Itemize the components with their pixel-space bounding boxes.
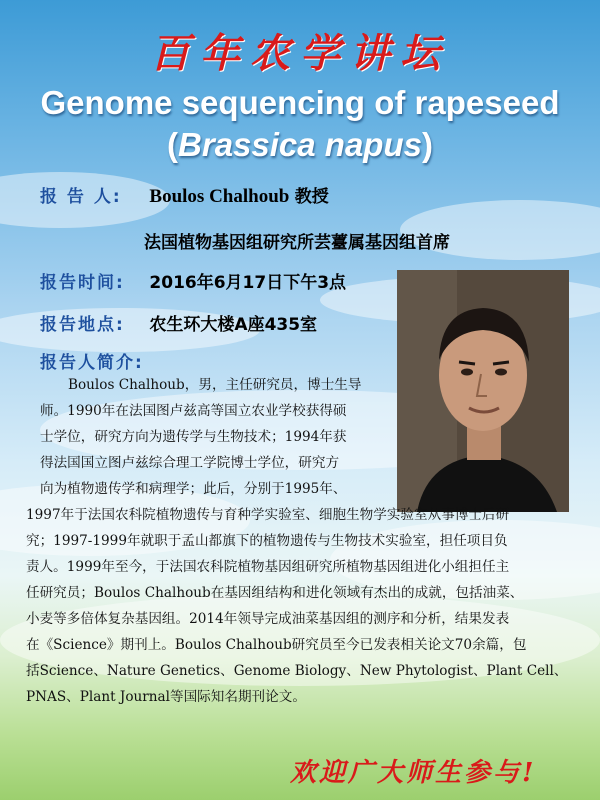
bio-line: PNAS、Plant Journal等国际知名期刊论文。: [26, 689, 306, 705]
bio-line: 责人。1999年至今，于法国农科院植物基因组研究所植物基因组进化小组担任主: [26, 559, 510, 575]
venue-label: 报告地点:: [40, 315, 125, 335]
bio-heading-row: [40, 348, 144, 373]
series-title: 百年农学讲坛: [150, 30, 450, 77]
time-value: 2016年6月17日下午3点: [149, 273, 347, 293]
speaker-name: Boulos Chalhoub: [149, 186, 290, 207]
speaker-affiliation: 法国植物基因组研究所芸薹属基因组首席: [144, 233, 450, 253]
time-label: 报告时间:: [40, 273, 125, 293]
speaker-label: 报 告 人:: [40, 187, 122, 207]
bio-line: 究；1997-1999年就职于孟山都旗下的植物遗传与生物技术实验室，担任项目负: [26, 533, 508, 549]
affiliation-row: [144, 228, 450, 253]
species-name: Brassica napus: [178, 126, 422, 163]
bio-line: 在《Science》期刊上。Boulos Chalhoub研究员至今已发表相关论文70余篇，包: [26, 637, 527, 653]
bio-label: 报告人简介:: [40, 353, 144, 373]
bio-line: 小麦等多倍体复杂基因组。2014年领导完成油菜基因组的测序和分析，结果发表: [26, 611, 510, 627]
bio-line: 得法国国立图卢兹综合理工学院博士学位，研究方: [40, 455, 340, 471]
venue-value: 农生环大楼A座435室: [149, 315, 318, 335]
speaker-honorific: 教授: [294, 187, 329, 207]
speaker-row: [40, 182, 329, 208]
bio-line: 括Science、Nature Genetics、Genome Biology、New Phytologist、Plant Cell、: [26, 663, 568, 679]
bio-line: 任研究员；Boulos Chalhoub在基因组结构和进化领域有杰出的成就，包括油菜、: [26, 585, 524, 601]
bio-line: 士学位，研究方向为遗传学与生物技术；1994年获: [40, 429, 347, 445]
bio-text: [26, 372, 568, 710]
bio-line: 1997年于法国农科院植物遗传与育种学实验室、细胞生物学实验室从事博士后研: [26, 507, 510, 523]
time-row: [40, 268, 346, 293]
bio-line: 师。1990年在法国图卢兹高等国立农业学校获得硕: [40, 403, 347, 419]
welcome-message: 欢迎广大师生参与!: [290, 758, 537, 788]
talk-title-line1: Genome sequencing of rapeseed: [40, 84, 560, 121]
talk-title: [0, 82, 600, 166]
bio-line: 向为植物遗传学和病理学；此后，分别于1995年、: [40, 481, 347, 497]
talk-title-line2: (Brassica napus): [167, 126, 433, 163]
bio-line: Boulos Chalhoub，男，主任研究员，博士生导: [68, 377, 362, 393]
venue-row: [40, 310, 317, 335]
